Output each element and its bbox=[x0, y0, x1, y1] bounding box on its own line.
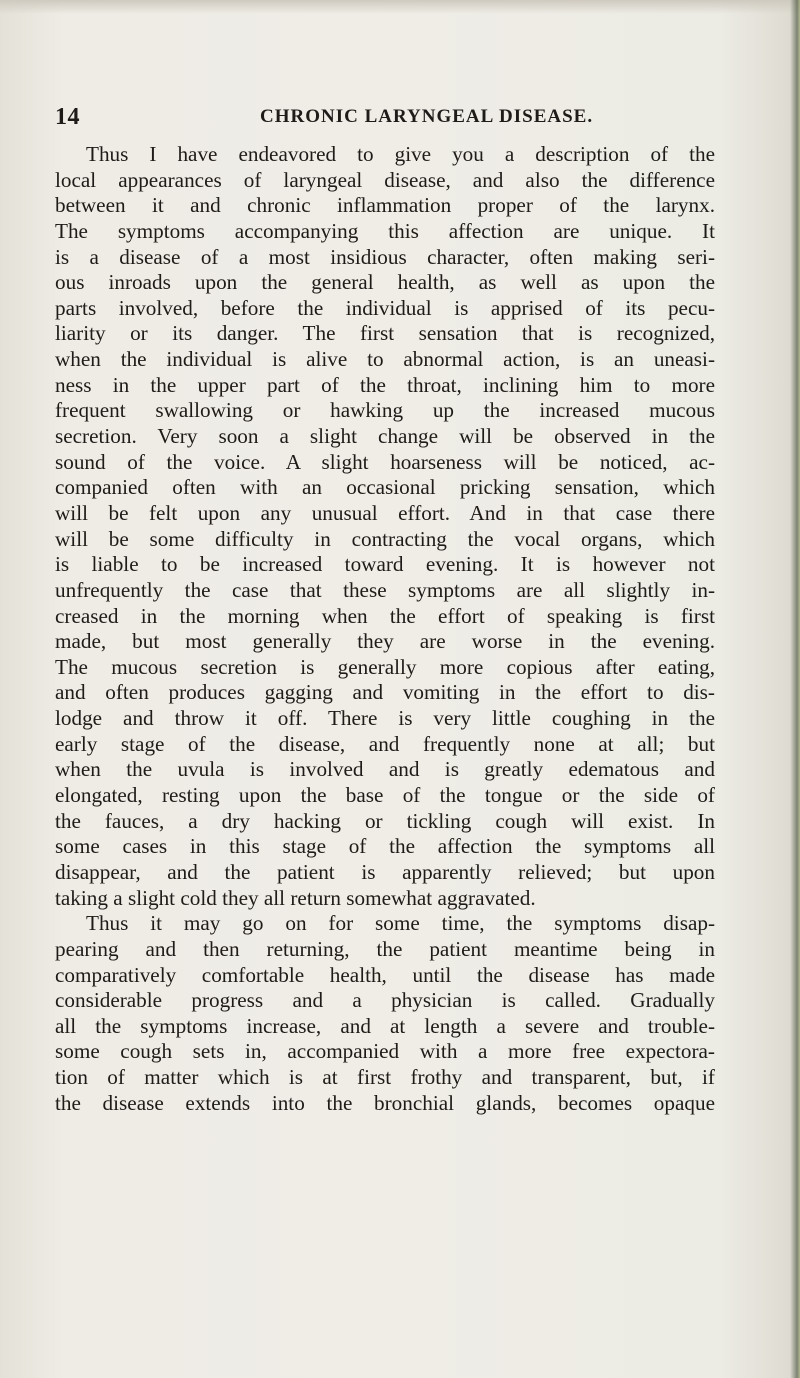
text-line: creased in the morning when the effort of speaking is first bbox=[55, 603, 715, 628]
text-line: comparatively comfortable health, until the disease has made bbox=[55, 962, 715, 987]
text-line: between it and chronic inflammation proper of the larynx. bbox=[55, 193, 715, 218]
text-line: and often produces gagging and vomiting in the effort to dis- bbox=[55, 680, 715, 705]
text-line: made, but most generally they are worse in the evening. bbox=[55, 629, 715, 654]
text-line: taking a slight cold they all return somewhat aggravated. bbox=[55, 885, 536, 910]
text-line: The mucous secretion is generally more copious after eating, bbox=[55, 654, 715, 679]
page-number: 14 bbox=[55, 104, 80, 130]
text-line: The symptoms accompanying this affection are unique. It bbox=[55, 218, 715, 243]
text-line: local appearances of laryngeal disease, and also the difference bbox=[55, 167, 715, 192]
text-line: sound of the voice. A slight hoarseness will be noticed, ac- bbox=[55, 449, 715, 474]
text-line: companied often with an occasional pricking sensation, which bbox=[55, 475, 715, 500]
text-line: some cough sets in, accompanied with a more free expectora- bbox=[55, 1039, 715, 1064]
page-header bbox=[55, 104, 715, 134]
page-right-edge bbox=[790, 0, 800, 1378]
text-line: frequent swallowing or hawking up the increased mucous bbox=[55, 398, 715, 423]
running-head: CHRONIC LARYNGEAL DISEASE. bbox=[260, 106, 594, 127]
text-line: pearing and then returning, the patient meantime being in bbox=[55, 936, 715, 961]
text-line: parts involved, before the individual is apprised of its pecu- bbox=[55, 295, 715, 320]
text-line: will be felt upon any unusual effort. And in that case there bbox=[55, 500, 715, 525]
text-line: considerable progress and a physician is called. Gradually bbox=[55, 988, 715, 1013]
text-line: lodge and throw it off. There is very little coughing in the bbox=[55, 706, 715, 731]
text-line: when the individual is alive to abnormal action, is an uneasi- bbox=[55, 347, 715, 372]
text-line: some cases in this stage of the affection the symptoms all bbox=[55, 834, 715, 859]
text-line: Thus I have endeavored to give you a description of the bbox=[86, 142, 715, 166]
text-line: secretion. Very soon a slight change will be observed in the bbox=[55, 424, 715, 449]
text-line: will be some difficulty in contracting the vocal organs, which bbox=[55, 526, 715, 551]
text-line: the disease extends into the bronchial glands, becomes opaque bbox=[55, 1090, 715, 1115]
text-line: Thus it may go on for some time, the symptoms disap- bbox=[86, 911, 715, 936]
text-line: liarity or its danger. The first sensation that is recognized, bbox=[55, 321, 715, 346]
text-line: disappear, and the patient is apparently relieved; but upon bbox=[55, 859, 715, 884]
text-line: is liable to be increased toward evening. It is however not bbox=[55, 552, 715, 577]
text-line: the fauces, a dry hacking or tickling cough will exist. In bbox=[55, 808, 715, 833]
text-line: ous inroads upon the general health, as well as upon the bbox=[55, 270, 715, 295]
text-line: when the uvula is involved and is greatly edematous and bbox=[55, 757, 715, 782]
text-line: ness in the upper part of the throat, inclining him to more bbox=[55, 372, 715, 397]
text-line: unfrequently the case that these symptoms are all slightly in- bbox=[55, 577, 715, 602]
text-line: all the symptoms increase, and at length a severe and trouble- bbox=[55, 1013, 715, 1038]
body-text bbox=[55, 142, 715, 1116]
text-line: tion of matter which is at first frothy and transparent, but, if bbox=[55, 1065, 715, 1090]
text-line: elongated, resting upon the base of the tongue or the side of bbox=[55, 783, 715, 808]
text-line: early stage of the disease, and frequently none at all; but bbox=[55, 731, 715, 756]
page-top-shadow bbox=[0, 0, 800, 14]
text-line: is a disease of a most insidious character, often making seri- bbox=[55, 244, 715, 269]
